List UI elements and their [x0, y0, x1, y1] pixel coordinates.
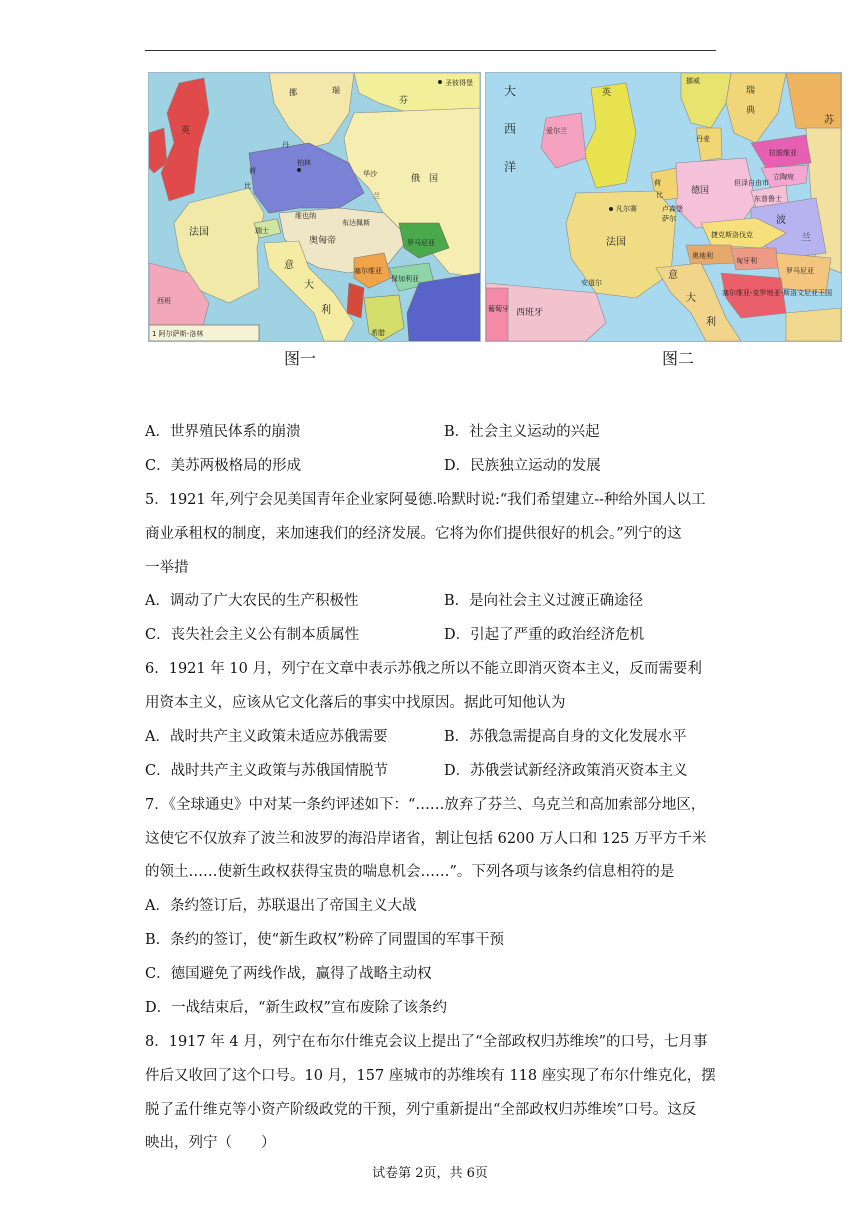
q5-option-a: A．调动了广大农民的生产积极性: [145, 593, 359, 609]
q7-option-b: B．条约的签订，使“新生政权”粉碎了同盟国的军事干预: [145, 932, 504, 948]
figure-2-caption: 图二: [662, 349, 695, 368]
map1-legend-alsace: 1 阿尔萨斯-洛林: [152, 330, 204, 338]
q6-stem-line-1: 6．1921 年 10 月，列宁在文章中表示苏俄之所以不能立即消灭资本主义，反而需要利: [145, 661, 702, 677]
q8-stem-line-2: 件后又收回了这个口号。10 月，157 座城市的苏维埃有 118 座实现了布尔什维克化，摆: [145, 1068, 716, 1084]
map2-label-hungary: 匈牙利: [736, 257, 757, 265]
figure-1-caption: 图一: [284, 349, 317, 368]
map2-label-germany: 德国: [691, 186, 710, 196]
map2-label-italy: 意: [668, 270, 678, 281]
map1-label-greece: 希腊: [371, 329, 385, 337]
map2-label-italy-2: 大: [686, 293, 696, 304]
map1-label-uk: 英: [181, 126, 191, 136]
q7-option-a: A．条约签订后，苏联退出了帝国主义大战: [145, 898, 417, 914]
map1-label-italy-3: 利: [321, 305, 331, 316]
map2-label-sweden: 瑞: [746, 86, 756, 96]
page-footer: 试卷第 2页，共 6页: [372, 1166, 488, 1181]
map2-label-atlantic-3: 洋: [504, 160, 517, 174]
q4-option-d: D．民族独立运动的发展: [444, 458, 601, 474]
map2-label-austria: 奥地利: [692, 252, 713, 260]
q6-option-b: B．苏俄急需提高自身的文化发展水平: [444, 729, 687, 745]
q4-option-c: C．美苏两极格局的形成: [145, 458, 302, 474]
map2-label-sweden-2: 典: [746, 106, 756, 116]
q5-option-d: D．引起了严重的政治经济危机: [444, 627, 645, 643]
map1-label-lan: 兰: [373, 192, 380, 200]
map2-label-poland-2: 兰: [801, 233, 811, 244]
map2-label-east-prussia: 东普鲁士: [754, 195, 782, 203]
map1-label-france: 法国: [189, 227, 209, 238]
map2-label-atlantic-1: 大: [504, 84, 517, 98]
map1-label-belgium: 比: [244, 182, 251, 190]
map1-label-serbia: 塞尔维亚: [354, 267, 382, 275]
map2-label-italy-3: 利: [706, 317, 716, 328]
map1-label-finland: 芬: [399, 96, 409, 106]
map2-label-saar: 萨尔: [662, 215, 676, 223]
map2-label-belgium: 比: [656, 191, 663, 199]
map1-label-st-petersburg: 圣彼得堡: [445, 79, 473, 87]
map1-label-vienna: 维也纳: [295, 212, 316, 220]
map1-label-spain: 西班: [157, 297, 171, 305]
map2-label-czechoslovakia: 捷克斯洛伐克: [711, 231, 753, 239]
q7-option-d: D．一战结束后，“新生政权”宣布废除了该条约: [145, 1000, 447, 1016]
q5-option-c: C．丧失社会主义公有制本质属性: [145, 627, 360, 643]
map2-label-danzig: 但泽自由市: [734, 179, 769, 187]
map2-label-spain: 西班牙: [516, 308, 544, 318]
map2-label-netherlands: 荷: [654, 179, 661, 187]
map2-label-andorra: 安道尔: [581, 279, 602, 287]
map2-label-lithuania: 立陶宛: [773, 173, 794, 181]
map1-label-italy-2: 大: [304, 280, 314, 291]
q4-option-b: B．社会主义运动的兴起: [444, 424, 600, 440]
map2-label-ireland: 爱尔兰: [546, 127, 567, 135]
q5-stem-line-3: 一举措: [145, 560, 189, 576]
map2-label-yugoslavia: 塞尔维亚-克罗地亚-斯洛文尼亚王国: [722, 289, 833, 297]
map1-label-sweden: 瑞: [332, 86, 340, 95]
q8-stem-line-1: 8．1917 年 4 月，列宁在布尔什维克会议上提出了“全部政权归苏维埃”的口号，七月事: [145, 1034, 708, 1050]
map2-label-norway: 挪威: [686, 77, 700, 85]
map2-label-portugal: 葡萄牙: [488, 305, 509, 313]
map2-label-latvia: 拉脱维亚: [769, 149, 797, 157]
q6-option-c: C．战时共产主义政策与苏俄国情脱节: [145, 763, 389, 779]
q4-option-a: A．世界殖民体系的崩溃: [145, 424, 301, 440]
q8-stem-line-4: 映出，列宁（ ）: [145, 1135, 276, 1151]
map1-label-bulgaria: 保加利亚: [391, 275, 419, 283]
q6-option-a: A．战时共产主义政策未适应苏俄需要: [145, 729, 388, 745]
q5-stem-line-2: 商业承租权的制度，来加速我们的经济发展。它将为你们提供很好的机会。”列宁的这: [145, 526, 682, 542]
map1-label-russia: 俄 国: [411, 174, 439, 184]
map2-label-luxembourg: 卢森堡: [662, 205, 683, 213]
map1-label-swiss: 瑞士: [255, 227, 269, 235]
map1-label-budapest: 布达佩斯: [342, 219, 370, 227]
map1-label-romania: 罗马尼亚: [407, 239, 435, 247]
map1-label-austria-hungary: 奥匈帝: [309, 236, 337, 246]
map-figure-1: [148, 72, 481, 342]
header-rule: [145, 50, 716, 51]
map2-label-atlantic-2: 西: [504, 122, 517, 136]
map1-label-netherlands: 荷: [249, 167, 256, 175]
map2-label-romania: 罗马尼亚: [786, 267, 814, 275]
map-1-graphic: [149, 73, 480, 341]
map-figure-2: [485, 72, 842, 342]
q6-stem-line-2: 用资本主义，应该从它文化落后的事实中找原因。据此可知他认为: [145, 695, 566, 711]
map2-label-uk: 英: [602, 88, 612, 98]
q5-stem-line-1: 5．1921 年,列宁会见美国青年企业家阿曼德.哈默时说:“我们希望建立--种给外国人以工: [145, 492, 706, 508]
map2-label-france: 法国: [606, 237, 626, 248]
q5-option-b: B．是向社会主义过渡正确途径: [444, 593, 644, 609]
q7-stem-line-3: 的领土……使新生政权获得宝贵的喘息机会……”。下列各项与该条约信息相符的是: [145, 864, 675, 880]
map1-label-warsaw: 华沙: [363, 170, 377, 178]
map1-label-norway: 挪: [289, 88, 297, 97]
map1-label-berlin: 柏林: [297, 159, 311, 167]
map2-label-su: 苏: [824, 115, 834, 126]
q7-stem-line-1: 7．《全球通史》中对某一条约评述如下：“……放弃了芬兰、乌克兰和高加索部分地区，: [145, 797, 706, 813]
map2-label-poland: 波: [776, 215, 786, 226]
map1-label-italy: 意: [284, 260, 294, 271]
q8-stem-line-3: 脱了孟什维克等小资产阶级政党的干预，列宁重新提出“全部政权归苏维埃”口号。这反: [145, 1102, 697, 1118]
q6-option-d: D．苏俄尝试新经济政策消灭资本主义: [444, 763, 688, 779]
q7-stem-line-2: 这使它不仅放弃了波兰和波罗的海沿岸诸省，割让包括 6200 万人口和 125 万平方千米: [145, 831, 707, 847]
q7-option-c: C．德国避免了两线作战，赢得了战略主动权: [145, 966, 432, 982]
map-2-graphic: [486, 73, 841, 341]
map2-label-denmark: 丹麦: [696, 135, 710, 143]
map2-label-versailles: 凡尔赛: [616, 205, 637, 213]
map1-label-denmark: 丹: [282, 141, 289, 149]
